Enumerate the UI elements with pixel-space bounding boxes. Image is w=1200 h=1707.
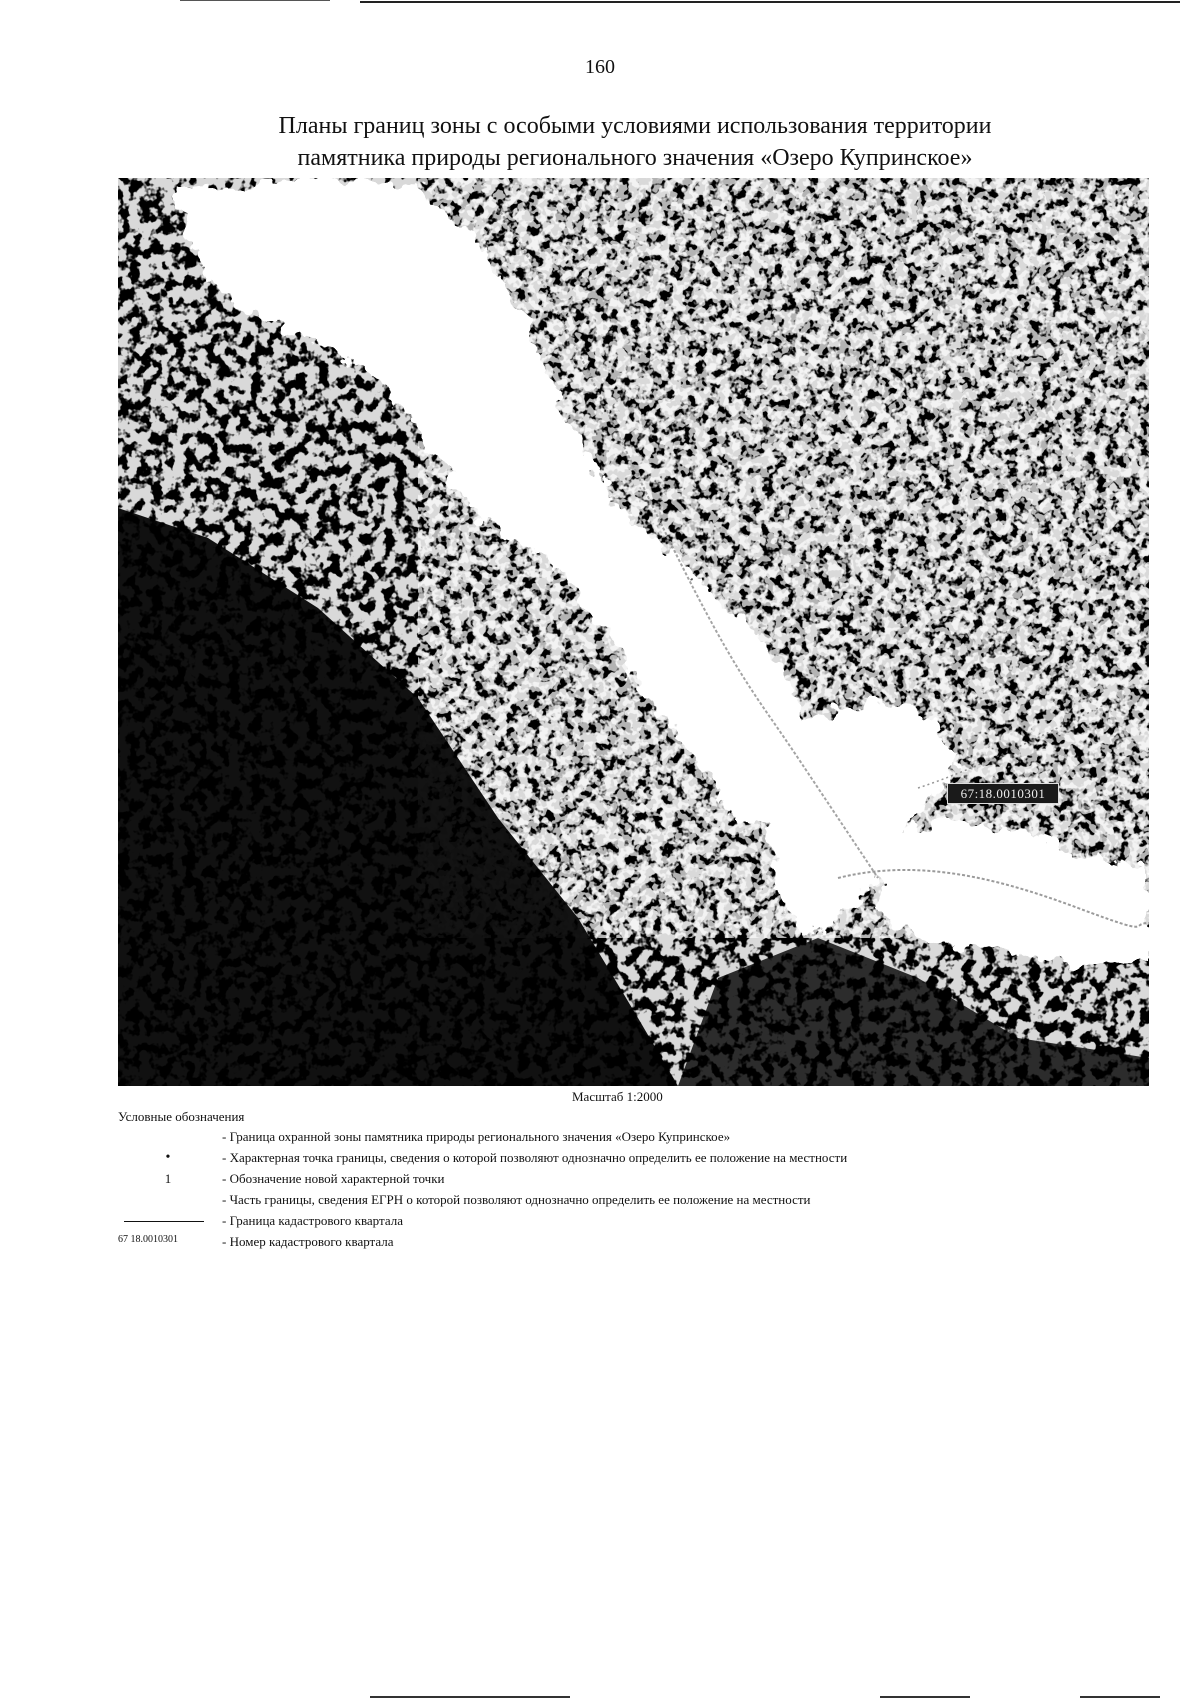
- legend-text: - Обозначение новой характерной точки: [222, 1171, 445, 1186]
- new-point-marker: 1: [164, 1171, 172, 1186]
- legend-heading: Условные обозначения: [118, 1109, 245, 1124]
- legend-text: - Граница охранной зоны памятника природы регионального значения «Озеро Купринское»: [222, 1129, 731, 1144]
- legend-text: - Характерная точка границы, сведения о которой позволяют однозначно определить ее положение на местности: [222, 1150, 848, 1165]
- legend-text: - Часть границы, сведения ЕГРН о которой позволяют однозначно определить ее положение на местности: [222, 1192, 811, 1207]
- cadastral-quarter-label: 67:18.0010301: [947, 783, 1059, 804]
- legend-item-protection-zone: [118, 1129, 1118, 1149]
- bottom-scan-mark: [370, 1696, 570, 1698]
- bottom-scan-mark: [1080, 1696, 1160, 1698]
- legend-item-boundary-point: [118, 1150, 1118, 1170]
- legend-item-quarter-number: [118, 1234, 1118, 1254]
- legend-text: - Граница кадастрового квартала: [222, 1213, 403, 1228]
- quarter-boundary-line-icon: [124, 1221, 204, 1222]
- satellite-image: [118, 178, 1149, 1086]
- page-number: 160: [585, 56, 615, 78]
- top-rule: [360, 1, 1180, 3]
- legend-item-new-point: [118, 1171, 1118, 1191]
- legend-text: - Номер кадастрового квартала: [222, 1234, 394, 1249]
- page-title: [0, 110, 1200, 174]
- title-line-2: памятника природы регионального значения «Озеро Купринское»: [297, 145, 973, 171]
- map-scale: Масштаб 1:2000: [572, 1089, 663, 1104]
- top-rule-left: [180, 0, 330, 1]
- satellite-map: [118, 178, 1149, 1086]
- title-line-1: Планы границ зоны с особыми условиями использования территории: [278, 113, 992, 139]
- bottom-scan-mark: [880, 1696, 970, 1698]
- quarter-number-sample: 67 18.0010301: [118, 1234, 178, 1245]
- boundary-point-icon: •: [165, 1150, 171, 1165]
- legend-item-egrn-boundary: [118, 1192, 1118, 1212]
- legend-item-quarter-boundary: [118, 1213, 1118, 1233]
